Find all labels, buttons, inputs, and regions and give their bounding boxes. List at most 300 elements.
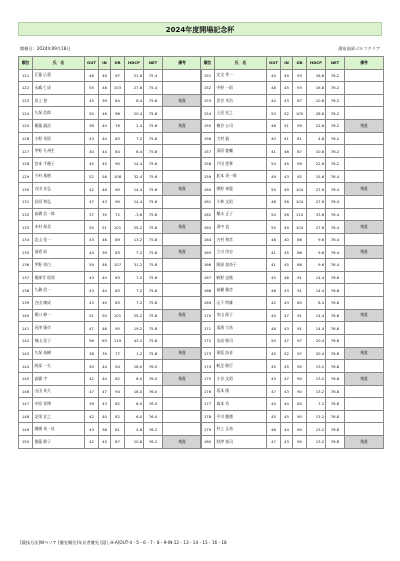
out-cell: 38 <box>85 347 99 360</box>
note-cell <box>163 208 202 221</box>
out-cell: 42 <box>85 410 99 423</box>
rank-cell: 164 <box>201 233 215 246</box>
in-cell: 56 <box>99 170 111 183</box>
note-cell: 飛賞 <box>163 246 202 259</box>
gross-cell: 90 <box>293 385 307 398</box>
out-cell: 48 <box>267 195 281 208</box>
rank-cell: 163 <box>201 221 215 234</box>
in-cell: 49 <box>281 69 293 82</box>
net-cell: 76.8 <box>326 436 345 449</box>
hdcp-cell: 14.4 <box>307 322 326 335</box>
rank-cell: 173 <box>201 347 215 360</box>
out-cell: 39 <box>85 398 99 411</box>
net-cell: 75.4 <box>144 69 163 82</box>
in-cell: 39 <box>99 94 111 107</box>
rank-cell: 130 <box>19 183 33 196</box>
table-row <box>19 360 202 373</box>
gross-cell: 94 <box>111 360 125 373</box>
net-cell: 75.4 <box>144 82 163 95</box>
in-cell: 47 <box>281 372 293 385</box>
note-cell <box>163 284 202 297</box>
gross-cell: 83 <box>111 297 125 310</box>
net-cell: 75.6 <box>144 157 163 170</box>
out-cell: 48 <box>267 82 281 95</box>
out-cell: 45 <box>267 347 281 360</box>
table-row <box>201 385 384 398</box>
note-cell <box>345 145 384 158</box>
rank-cell: 133 <box>19 221 33 234</box>
out-cell: 46 <box>267 423 281 436</box>
out-cell: 51 <box>85 309 99 322</box>
gross-cell: 90 <box>111 157 125 170</box>
hdcp-cell: 14.4 <box>125 157 144 170</box>
rank-cell: 126 <box>19 132 33 145</box>
rank-cell: 178 <box>201 410 215 423</box>
name-cell: 阿部 一夫 <box>33 360 85 373</box>
hdcp-cell: 21.6 <box>125 69 144 82</box>
net-cell: 75.6 <box>144 145 163 158</box>
rank-cell: 123 <box>19 94 33 107</box>
table-row <box>201 221 384 234</box>
name-cell: 村上 正裕 <box>215 423 267 436</box>
note-cell: 飛賞 <box>163 221 202 234</box>
rank-cell: 137 <box>19 271 33 284</box>
note-cell <box>345 284 384 297</box>
in-cell: 43 <box>281 322 293 335</box>
net-cell: 76.2 <box>326 132 345 145</box>
note-cell: 飛賞 <box>345 347 384 360</box>
gross-cell: 97 <box>293 334 307 347</box>
hdcp-cell: 13.2 <box>307 372 326 385</box>
results-table-right <box>200 56 383 449</box>
net-cell: 75.8 <box>144 334 163 347</box>
out-cell: 44 <box>267 309 281 322</box>
gross-cell: 105 <box>293 107 307 120</box>
gross-cell: 83 <box>111 271 125 284</box>
note-cell <box>163 259 202 272</box>
out-cell: 45 <box>267 360 281 373</box>
out-cell: 47 <box>85 385 99 398</box>
table-row <box>19 322 202 335</box>
note-cell: 飛賞 <box>163 309 202 322</box>
in-cell: 45 <box>281 259 293 272</box>
rank-cell: 135 <box>19 246 33 259</box>
table-row <box>201 372 384 385</box>
out-cell: 50 <box>267 334 281 347</box>
in-cell: 44 <box>281 423 293 436</box>
hdcp-cell: 20.4 <box>307 347 326 360</box>
net-cell: 76.6 <box>326 334 345 347</box>
name-cell: 髙瀬 雅彦 <box>215 284 267 297</box>
net-cell: 75.8 <box>144 284 163 297</box>
column-header: GR <box>293 57 307 70</box>
in-cell: 45 <box>281 410 293 423</box>
name-cell: 保坂 詩音 <box>215 347 267 360</box>
in-cell: 43 <box>99 398 111 411</box>
name-cell: 市山 郎子 <box>215 309 267 322</box>
gross-cell: 82 <box>111 410 125 423</box>
net-cell: 76.8 <box>326 423 345 436</box>
rank-cell: 127 <box>19 145 33 158</box>
name-cell: 渋谷 幸治 <box>215 94 267 107</box>
gross-cell: 119 <box>111 334 125 347</box>
gross-cell: 81 <box>111 423 125 436</box>
note-cell <box>163 82 202 95</box>
name-cell: 立川 淳史 <box>215 246 267 259</box>
in-cell: 50 <box>99 309 111 322</box>
hdcp-cell: 2.4 <box>125 120 144 133</box>
gross-cell: 83 <box>111 284 125 297</box>
out-cell: 50 <box>85 360 99 373</box>
column-header: 備考 <box>345 57 384 70</box>
out-cell: 42 <box>85 436 99 449</box>
net-cell: 75.8 <box>144 132 163 145</box>
table-row <box>19 347 202 360</box>
net-cell: 76.0 <box>144 372 163 385</box>
gross-cell: 95 <box>111 322 125 335</box>
gross-cell: 84 <box>111 94 125 107</box>
note-cell <box>345 259 384 272</box>
table-row <box>201 233 384 246</box>
gross-cell: 104 <box>293 195 307 208</box>
hdcp-cell: 27.6 <box>307 183 326 196</box>
note-cell <box>345 233 384 246</box>
rank-cell: 167 <box>201 271 215 284</box>
gross-cell: 99 <box>293 157 307 170</box>
table-row <box>201 259 384 272</box>
name-cell: 薬師寺 昭邦 <box>33 271 85 284</box>
table-row <box>19 372 202 385</box>
out-cell: 54 <box>267 157 281 170</box>
rank-cell: 139 <box>19 297 33 310</box>
out-cell: 46 <box>267 233 281 246</box>
table-row <box>19 170 202 183</box>
in-cell: 46 <box>99 107 111 120</box>
gross-cell: 85 <box>293 297 307 310</box>
net-cell: 75.6 <box>144 195 163 208</box>
in-cell: 47 <box>281 334 293 347</box>
note-cell <box>163 322 202 335</box>
net-cell: 76.0 <box>144 360 163 373</box>
net-cell: 76.2 <box>326 120 345 133</box>
hdcp-cell: 25.2 <box>125 309 144 322</box>
net-cell: 75.8 <box>144 322 163 335</box>
in-cell: 39 <box>99 347 111 360</box>
hdcp-cell: 22.8 <box>307 120 326 133</box>
out-cell: 42 <box>85 183 99 196</box>
gross-cell: 104 <box>293 183 307 196</box>
net-cell: 75.8 <box>144 309 163 322</box>
rank-cell: 162 <box>201 208 215 221</box>
gross-cell: 91 <box>293 322 307 335</box>
in-cell: 51 <box>281 120 293 133</box>
net-cell: 75.6 <box>144 183 163 196</box>
in-cell: 43 <box>281 284 293 297</box>
hdcp-cell: 13.2 <box>307 423 326 436</box>
out-cell: 43 <box>85 271 99 284</box>
name-cell: 山田 英久 <box>33 385 85 398</box>
out-cell: 43 <box>267 372 281 385</box>
in-cell: 51 <box>99 221 111 234</box>
rank-cell: 141 <box>19 322 33 335</box>
name-cell: 河津 隆市 <box>33 322 85 335</box>
net-cell: 76.2 <box>326 82 345 95</box>
table-row <box>19 107 202 120</box>
table-row <box>19 334 202 347</box>
net-cell: 76.2 <box>326 69 345 82</box>
hdcp-cell: 10.8 <box>307 94 326 107</box>
rank-cell: 160 <box>201 183 215 196</box>
rank-cell: 134 <box>19 233 33 246</box>
rank-cell: 150 <box>19 436 33 449</box>
table-row <box>201 94 384 107</box>
rank-cell: 128 <box>19 157 33 170</box>
net-cell: 76.0 <box>144 410 163 423</box>
rank-cell: 122 <box>19 82 33 95</box>
rank-cell: 172 <box>201 334 215 347</box>
table-row <box>201 145 384 158</box>
rank-cell: 144 <box>19 360 33 373</box>
name-cell: 坂本 隆 <box>215 385 267 398</box>
hdcp-cell: 25.2 <box>125 221 144 234</box>
name-cell: 堀山 佳子 <box>33 334 85 347</box>
rank-cell: 179 <box>201 423 215 436</box>
note-cell <box>345 423 384 436</box>
out-cell: 48 <box>267 284 281 297</box>
net-cell: 75.8 <box>144 259 163 272</box>
hdcp-cell: 1.2 <box>125 347 144 360</box>
note-cell <box>163 107 202 120</box>
hdcp-cell: 28.8 <box>307 107 326 120</box>
note-cell <box>345 385 384 398</box>
rank-cell: 145 <box>19 372 33 385</box>
note-cell: 飛賞 <box>163 183 202 196</box>
net-cell: 75.8 <box>144 233 163 246</box>
note-cell <box>163 334 202 347</box>
hdcp-cell: 14.4 <box>307 284 326 297</box>
net-cell: 76.4 <box>326 195 345 208</box>
gross-cell: 84 <box>111 145 125 158</box>
note-cell <box>163 398 202 411</box>
in-cell: 52 <box>281 107 293 120</box>
rank-cell: 168 <box>201 284 215 297</box>
gross-cell: 89 <box>111 233 125 246</box>
net-cell: 76.4 <box>326 221 345 234</box>
hdcp-cell: 8.4 <box>307 297 326 310</box>
out-cell: 47 <box>267 385 281 398</box>
gross-cell: 97 <box>111 69 125 82</box>
gross-cell: 99 <box>293 120 307 133</box>
in-cell: 35 <box>99 208 111 221</box>
rank-cell: 169 <box>201 297 215 310</box>
rank-cell: 180 <box>201 436 215 449</box>
gross-cell: 87 <box>111 436 125 449</box>
note-cell: 飛賞 <box>345 436 384 449</box>
name-cell: 久保 裕樹 <box>33 347 85 360</box>
hdcp-cell: 9.6 <box>307 259 326 272</box>
table-row <box>201 271 384 284</box>
rank-cell: 149 <box>19 423 33 436</box>
net-cell: 76.8 <box>326 372 345 385</box>
net-cell: 76.4 <box>326 208 345 221</box>
net-cell: 76.6 <box>326 347 345 360</box>
name-cell: 栃口 修一 <box>33 309 85 322</box>
name-cell: 大村 誠 <box>215 132 267 145</box>
gross-cell: 82 <box>111 398 125 411</box>
table-row <box>19 259 202 272</box>
note-cell <box>345 107 384 120</box>
name-cell: 戸田 悠華 <box>215 157 267 170</box>
in-cell: 40 <box>99 120 111 133</box>
note-cell: 飛賞 <box>163 436 202 449</box>
in-cell: 52 <box>281 347 293 360</box>
net-cell: 76.0 <box>144 385 163 398</box>
rank-cell: 143 <box>19 347 33 360</box>
gross-cell: 82 <box>111 372 125 385</box>
name-cell: 友成 敏司 <box>215 334 267 347</box>
table-row <box>19 145 202 158</box>
column-header: HDCP <box>307 57 326 70</box>
hdcp-cell: 16.8 <box>307 82 326 95</box>
note-cell <box>345 195 384 208</box>
in-cell: 43 <box>281 436 293 449</box>
table-row <box>19 132 202 145</box>
note-cell <box>163 195 202 208</box>
in-cell: 45 <box>99 436 111 449</box>
net-cell: 75.6 <box>144 208 163 221</box>
column-header: HDCP <box>125 57 144 70</box>
in-cell: 44 <box>99 145 111 158</box>
hdcp-cell: 4.8 <box>307 132 326 145</box>
note-cell <box>163 157 202 170</box>
in-cell: 56 <box>281 195 293 208</box>
rank-cell: 158 <box>201 157 215 170</box>
gross-cell: 87 <box>293 145 307 158</box>
hdcp-cell: 8.4 <box>125 94 144 107</box>
table-row <box>201 436 384 449</box>
gross-cell: 81 <box>293 132 307 145</box>
table-row <box>19 120 202 133</box>
rank-cell: 170 <box>201 309 215 322</box>
column-header: NET <box>326 57 345 70</box>
hdcp-cell: 9.6 <box>307 233 326 246</box>
gross-cell: 107 <box>111 259 125 272</box>
hdcp-cell: 13.2 <box>307 410 326 423</box>
net-cell: 76.2 <box>144 423 163 436</box>
in-cell: 43 <box>281 385 293 398</box>
column-header: OUT <box>85 57 99 70</box>
name-cell: 小谷 文昭 <box>215 372 267 385</box>
hdcp-cell: 32.4 <box>125 170 144 183</box>
net-cell: 76.8 <box>326 385 345 398</box>
rank-cell: 161 <box>201 195 215 208</box>
out-cell: 55 <box>267 221 281 234</box>
table-row <box>19 246 202 259</box>
name-cell: 甲野 九州生 <box>33 145 85 158</box>
net-cell: 76.6 <box>326 297 345 310</box>
gross-cell: 86 <box>293 259 307 272</box>
note-cell: 飛賞 <box>345 221 384 234</box>
in-cell: 40 <box>99 372 111 385</box>
name-cell: 高橋 宇 <box>33 372 85 385</box>
out-cell: 38 <box>85 120 99 133</box>
name-cell: 吉田 宣弘 <box>33 183 85 196</box>
table-row <box>201 120 384 133</box>
out-cell: 47 <box>85 322 99 335</box>
table-row <box>19 208 202 221</box>
hdcp-cell: 7.2 <box>125 271 144 284</box>
gross-cell: 86 <box>293 246 307 259</box>
net-cell: 76.2 <box>326 107 345 120</box>
out-cell: 48 <box>267 120 281 133</box>
table-row <box>201 309 384 322</box>
name-cell: 永嶋 仁成 <box>33 82 85 95</box>
out-cell: 47 <box>267 436 281 449</box>
column-header: GR <box>111 57 125 70</box>
gross-cell: 86 <box>293 233 307 246</box>
note-cell <box>345 334 384 347</box>
hdcp-cell: 18.0 <box>125 360 144 373</box>
hdcp-cell: 27.6 <box>307 195 326 208</box>
note-cell: 飛賞 <box>345 372 384 385</box>
out-cell: 44 <box>85 246 99 259</box>
out-cell: 40 <box>85 145 99 158</box>
out-cell: 43 <box>85 423 99 436</box>
table-row <box>201 246 384 259</box>
table-row <box>201 347 384 360</box>
gross-cell: 91 <box>293 284 307 297</box>
net-cell: 76.8 <box>326 398 345 411</box>
net-cell: 76.6 <box>326 271 345 284</box>
rank-cell: 152 <box>201 82 215 95</box>
hdcp-cell: 13.2 <box>307 360 326 373</box>
hdcp-cell: 18.0 <box>125 385 144 398</box>
name-cell: 久保 浩郎 <box>33 107 85 120</box>
out-cell: 45 <box>267 271 281 284</box>
rank-cell: 166 <box>201 259 215 272</box>
table-row <box>201 132 384 145</box>
hdcp-cell: 7.2 <box>307 398 326 411</box>
table-row <box>19 423 202 436</box>
name-cell: 清原 俊輔 <box>215 145 267 158</box>
rank-cell: 155 <box>201 120 215 133</box>
rank-cell: 165 <box>201 246 215 259</box>
note-cell <box>345 94 384 107</box>
note-cell: 飛賞 <box>163 347 202 360</box>
net-cell: 75.6 <box>144 94 163 107</box>
in-cell: 40 <box>99 410 111 423</box>
column-header: 順位 <box>19 57 33 70</box>
hdcp-cell: 6.0 <box>125 398 144 411</box>
name-cell: 後藤 節子 <box>33 436 85 449</box>
net-cell: 76.2 <box>326 94 345 107</box>
table-row <box>201 334 384 347</box>
name-cell: 完全 孝一 <box>215 69 267 82</box>
hdcp-cell: 7.2 <box>125 284 144 297</box>
note-cell <box>345 360 384 373</box>
name-cell: 清渕 大祐 <box>215 322 267 335</box>
in-cell: 49 <box>281 183 293 196</box>
name-cell: 高橋 信一郎 <box>33 208 85 221</box>
table-row <box>19 297 202 310</box>
table-row <box>19 94 202 107</box>
note-cell <box>163 233 202 246</box>
hdcp-cell: 14.4 <box>307 309 326 322</box>
event-date: 開催日：2024年09月18日 <box>20 46 71 51</box>
name-cell: 今村 基植 <box>33 170 85 183</box>
gross-cell: 92 <box>293 170 307 183</box>
out-cell: 55 <box>85 82 99 95</box>
